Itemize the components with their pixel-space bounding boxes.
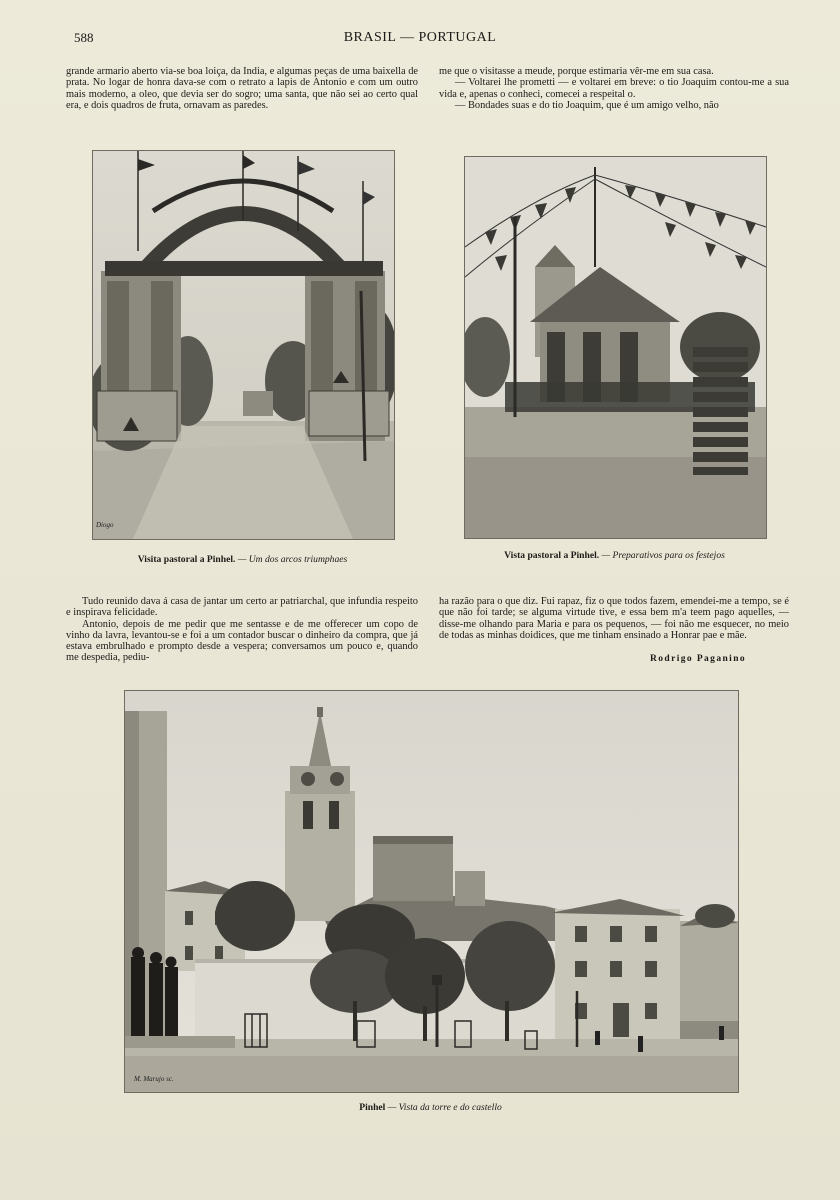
- paragraph: Antonio, depois de me pedir que me sentasse e de me offerecer um copo de vinho da lavra, levantou-se e foi a um contador buscar o dinheiro da compra, que já estava embrulhado e prompto desde a vespera; conversamos um pouco e, quando me despedia, pediu-: [66, 618, 418, 664]
- photo-triumphal-arch: [92, 150, 395, 540]
- caption-town: [124, 1102, 737, 1113]
- caption-subtitle: — Um dos arcos triumphaes: [237, 554, 348, 565]
- top-left-column: [66, 66, 418, 111]
- paragraph: ha razão para o que diz. Fui rapaz, fiz o que todos fazem, emendei-me a tempo, se é que não foi tarde; se alguma virtude tive, e essa bem m'a teem pago aquelles, — disse-me olhando para Maria e para os pequenos, — foi não me esquecer, no meio de todas as minhas doidices, que me tinham ensinado a Honrar pae e mãe.: [439, 596, 789, 641]
- artist-signature-town: M. Marujo sc.: [134, 1075, 174, 1083]
- caption-title: Vista pastoral a Pinhel.: [504, 550, 600, 561]
- artist-signature-arch: Diogo: [96, 521, 114, 529]
- caption-subtitle: — Vista da torre e do castello: [387, 1102, 502, 1113]
- caption-title: Visita pastoral a Pinhel.: [137, 554, 236, 565]
- photo-festival-pavilion: [464, 156, 767, 539]
- page-number: 588: [74, 30, 94, 45]
- paragraph: — Voltarei lhe prometti — e voltarei em breve: o tio Joaquim contou-me a sua vida e, apenas o conheci, comecei a respeital o.: [439, 77, 789, 100]
- middle-right-column: [439, 596, 789, 641]
- photo-pinhel-tower-castle: [124, 690, 739, 1093]
- paragraph: grande armario aberto via-se boa loiça, da India, e algumas peças de uma baixella de prata. No logar de honra dava-se com o retrato a lapis de Antonio e com um outro mais moderno, a oleo, que devia ser do sogro; uma santa, que não sei ao certo qual era, e dois quadros de fruta, ornavam as paredes.: [66, 66, 418, 111]
- author-signature: Rodrigo Paganino: [650, 654, 747, 664]
- caption-pavilion: [464, 550, 765, 561]
- caption-title: Pinhel: [359, 1102, 386, 1113]
- paragraph: Tudo reunido dava á casa de jantar um certo ar patriarchal, que infundia respeito e inspirava felicidade.: [66, 596, 418, 619]
- running-head: BRASIL — PORTUGAL: [343, 30, 497, 45]
- top-right-column: [439, 66, 789, 111]
- caption-subtitle: — Preparativos para os festejos: [601, 550, 725, 561]
- paragraph: — Bondades suas e do tio Joaquim, que é um amigo velho, não: [455, 99, 719, 111]
- caption-arch: [92, 554, 393, 565]
- paragraph: me que o visitasse a meude, porque estimaria vêr-me em sua casa.: [439, 66, 714, 77]
- middle-left-column: [66, 596, 418, 664]
